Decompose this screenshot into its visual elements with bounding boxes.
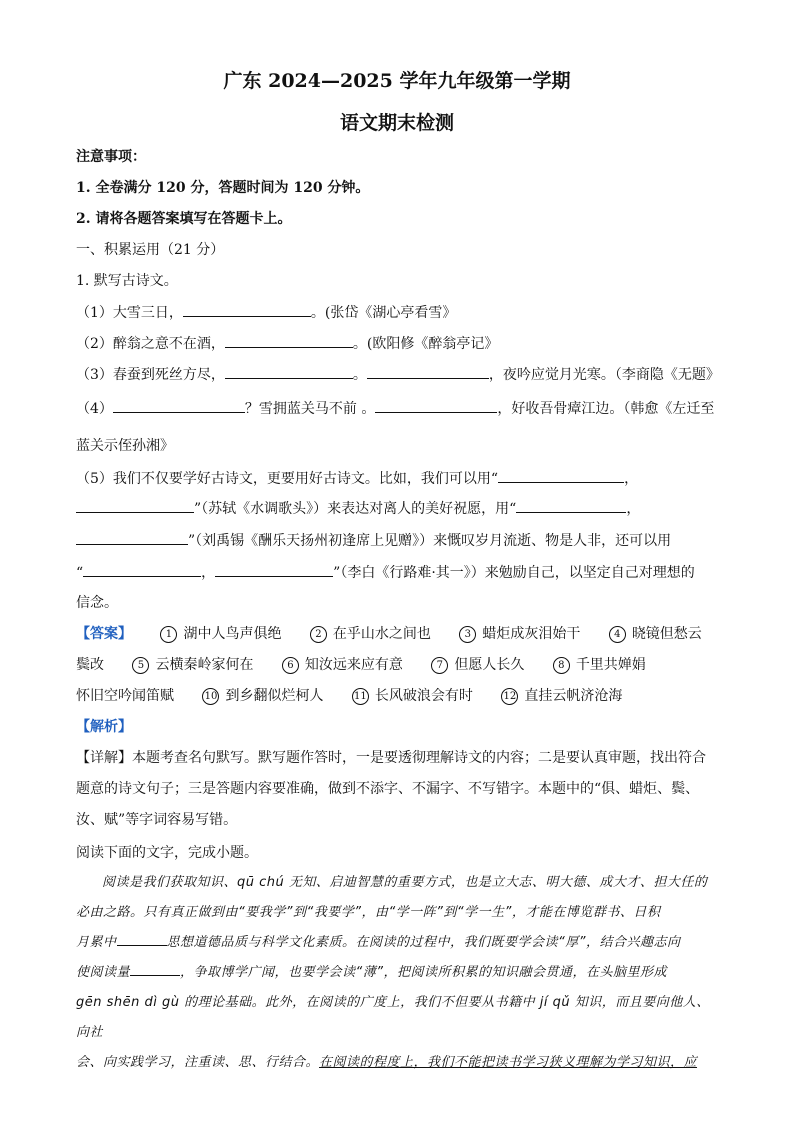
answer-blank (83, 562, 201, 577)
answer-blank (76, 498, 194, 513)
answer-number-badge: 12 (501, 688, 518, 705)
question-line-1: （1）大雪三日， 。(张岱《湖心亭看雪》 (76, 302, 456, 323)
underlined-sentence: 在阅读的程度上，我们不能把读书学习狭义理解为学习知识，应 (319, 1055, 698, 1070)
notes-heading: 注意事项： (76, 149, 146, 165)
analysis-detail-1: 【详解】本题考查名句默写。默写题作答时，一是要透彻理解诗文的内容；二是要认真审题，找出符合 (76, 750, 706, 766)
question-line-4: （4） ？雪拥蓝关马不前 。 ，好收吾骨瘴江边。（韩愈《左迁至 (76, 398, 714, 419)
analysis-label: 【解析】 (76, 719, 132, 735)
analysis-detail-2: 题意的诗文句子；三是答题内容要准确，做到不添字、不漏字、不写错字。本题中的“俱、蜡炬、鬓、 (76, 781, 700, 797)
answer-number-badge: 11 (352, 688, 369, 705)
answer-blank (183, 302, 311, 317)
analysis-detail-3: 汝、赋”等字词容易写错。 (76, 812, 238, 828)
answer-blank (498, 468, 624, 483)
reading-passage: 阅读是我们获取知识、qū chú 无知、启迪智慧的重要方式，也是立大志、明大德、成大才、担大任的 必由之路。只有真正做到由“要我学”到“我要学”，由“学一阵”到“学一生”，才能在博览群书、日积 月累中 思想道德品质与科学文化素质。在阅读的过程中，我们既要学会读“厚”，结合兴趣志向 使阅读量 ，争取博学广闻，也要学会读“薄”，把阅读所积累的知识融会贯通，在头脑里形成 gēn shēn dì gù 的理论基础。此外，在阅读的广度上，我们不但要从书籍中 jí qǔ 知识，而且要向他人、向社 会、向实践学习，注重读、思、行结合。在阅读的程度上，我们不能把读书学习狭义理解为学习知识，应 (76, 875, 710, 1070)
answer-blank (215, 562, 333, 577)
question-line-5b: ”（苏轼《水调歌头》）来表达对离人的美好祝愿，用“ ， (76, 498, 640, 519)
answer-number-badge: 8 (553, 657, 570, 674)
answer-row-2: 鬓改 5 云横秦岭家何在 6 知汝远来应有意 7 但愿人长久 8 千里共婵娟 (76, 657, 646, 673)
answer-blank (516, 498, 626, 513)
section-heading: 一、积累运用（21 分） (76, 242, 225, 258)
answer-blank (225, 364, 353, 379)
answer-label: 【答案】 (76, 626, 132, 642)
answer-number-badge: 4 (609, 626, 626, 643)
question-stem: 1. 默写古诗文。 (76, 273, 178, 289)
answer-number-badge: 6 (282, 657, 299, 674)
note-1: 1. 全卷满分 120 分，答题时间为 120 分钟。 (76, 180, 370, 196)
question-line-4b: 蓝关示侄孙湘》 (76, 438, 174, 454)
answer-number-badge: 1 (160, 626, 177, 643)
answer-blank (130, 963, 180, 976)
question-line-5e: 信念。 (76, 595, 118, 611)
answer-blank (113, 398, 245, 413)
answer-row-3: 怀旧空吟闻笛赋 10 到乡翻似烂柯人 11 长风破浪会有时 12 直挂云帆济沧海 (76, 688, 623, 704)
exam-title: 广东 2024—2025 学年九年级第一学期 (223, 70, 571, 92)
exam-subtitle: 语文期末检测 (339, 112, 454, 134)
answer-number-badge: 3 (459, 626, 476, 643)
reading-intro: 阅读下面的文字，完成小题。 (76, 845, 258, 861)
question-line-5: （5）我们不仅要学好古诗文，更要用好古诗文。比如，我们可以用“ ， (76, 468, 638, 489)
answer-blank (375, 398, 497, 413)
question-line-3: （3）春蚕到死丝方尽， 。 ，夜吟应觉月光寒。（李商隐《无题》 (76, 364, 720, 385)
answer-blank (367, 364, 489, 379)
question-line-2: （2）醉翁之意不在酒， 。(欧阳修《醉翁亭记》 (76, 333, 498, 354)
question-line-5d: “ ， ”（李白《行路难·其一》）来勉励自己，以坚定自己对理想的 (76, 562, 695, 583)
answer-blank (76, 530, 188, 545)
answer-number-badge: 7 (431, 657, 448, 674)
answer-number-badge: 2 (310, 626, 327, 643)
answer-number-badge: 5 (132, 657, 149, 674)
answer-blank (225, 333, 353, 348)
note-2: 2. 请将各题答案填写在答题卡上。 (76, 211, 292, 227)
answer-number-badge: 10 (202, 688, 219, 705)
answer-blank (117, 933, 167, 946)
question-line-5c: ”（刘禹锡《酬乐天扬州初逢席上见赠》）来慨叹岁月流逝、物是人非，还可以用 (76, 530, 671, 551)
answer-row-1: 【答案】 1 湖中人鸟声俱绝 2 在乎山水之间也 3 蜡炬成灰泪始干 4 晓镜但愁云 (76, 626, 702, 642)
